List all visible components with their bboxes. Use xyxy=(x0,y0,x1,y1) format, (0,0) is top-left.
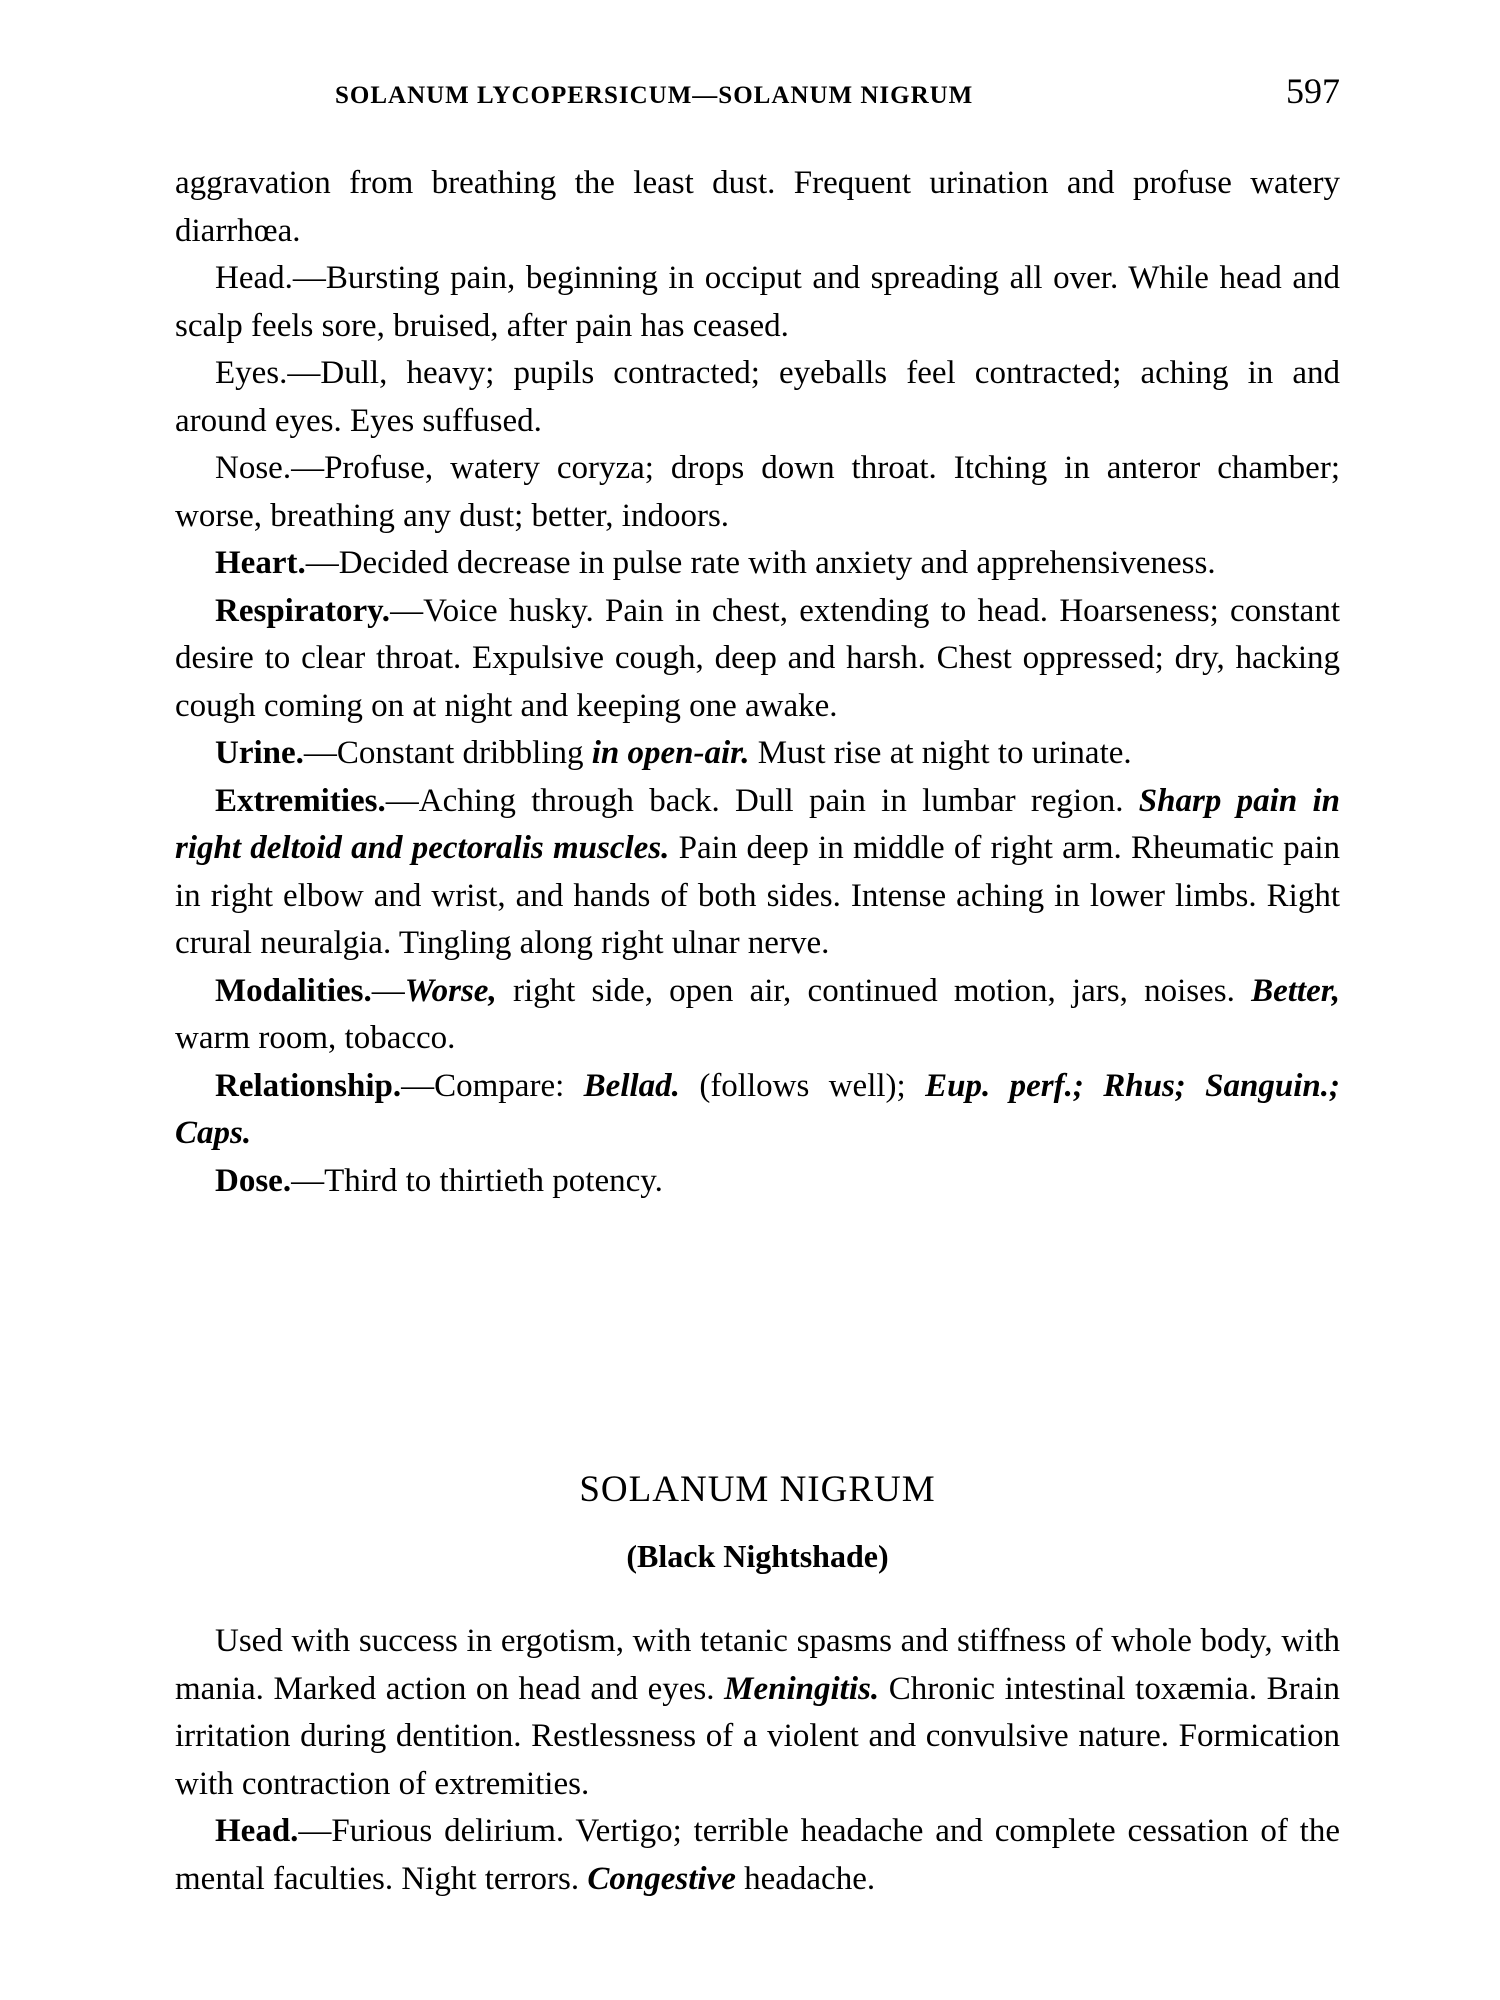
head-text: —Bursting pain, beginning in occiput and spreading all over. While head and scalp feels sore, bruised, after pain has ceased. xyxy=(175,260,1340,344)
solanum-nigrum-text xyxy=(175,1618,1340,1903)
nigrum-head-text-a: —Furious delirium. Vertigo; terrible headache and complete cessation of the mental faculties. Night terrors. xyxy=(175,1813,1340,1897)
respiratory-paragraph xyxy=(175,588,1340,731)
extremities-italic: Sharp pain in right deltoid and pectoralis muscles. xyxy=(175,782,1341,866)
modalities-worse-text: right side, open air, continued motion, jars, noises. xyxy=(496,972,1252,1009)
nigrum-intro-text-a: Used with success in ergotism, with tetanic spasms and stiffness of whole body, with mania. Marked action on head and eyes. xyxy=(175,1623,1340,1707)
section-subtitle: (Black Nightshade) xyxy=(626,1538,889,1574)
heart-label: Heart. xyxy=(215,545,306,581)
relationship-paragraph xyxy=(175,1063,1340,1158)
running-title: SOLANUM LYCOPERSICUM—SOLANUM NIGRUM xyxy=(335,82,974,109)
modalities-label: Modalities. xyxy=(215,972,372,1009)
relationship-text-a: —Compare: xyxy=(401,1067,584,1104)
head-paragraph xyxy=(175,255,1340,350)
dose-label: Dose. xyxy=(215,1162,292,1199)
modalities-better-text: warm room, tobacco. xyxy=(175,1020,456,1056)
modalities-worse-label: Worse, xyxy=(404,972,497,1009)
relationship-bellad: Bellad. xyxy=(583,1067,680,1104)
modalities-dash: — xyxy=(371,972,405,1009)
relationship-eup: Eup. perf.; Rhus; Sanguin.; Caps. xyxy=(175,1067,1340,1151)
extremities-paragraph xyxy=(175,778,1340,968)
extremities-label: Extremities. xyxy=(215,782,386,819)
relationship-text-b: (follows well); xyxy=(679,1067,926,1104)
urine-label: Urine. xyxy=(215,735,304,771)
nigrum-intro-paragraph xyxy=(175,1618,1340,1808)
urine-text-a: —Constant dribbling xyxy=(303,735,592,771)
extremities-text-a: —Aching through back. Dull pain in lumbar region. xyxy=(385,782,1139,819)
nigrum-head-italic: Congestive xyxy=(587,1860,736,1897)
nigrum-head-paragraph xyxy=(175,1808,1340,1903)
eyes-label: Eyes. xyxy=(215,355,288,391)
heart-text: —Decided decrease in pulse rate with anxiety and apprehensiveness. xyxy=(305,545,1216,581)
head-label: Head. xyxy=(215,260,293,296)
heart-paragraph xyxy=(175,540,1340,588)
page-number: 597 xyxy=(1286,71,1340,111)
nose-label: Nose. xyxy=(215,450,292,486)
modalities-better-label: Better, xyxy=(1251,972,1340,1009)
respiratory-text: —Voice husky. Pain in chest, extending to head. Hoarseness; constant desire to clear throat. Expulsive cough, deep and harsh. Chest oppressed; dry, hacking cough coming on at night and keeping one awake. xyxy=(175,592,1340,724)
solanum-lycopersicum-text xyxy=(175,160,1340,1205)
nigrum-head-label: Head. xyxy=(215,1813,299,1849)
eyes-text: —Dull, heavy; pupils contracted; eyeballs feel contracted; aching in and around eyes. Eyes suffused. xyxy=(175,355,1340,439)
nose-text: —Profuse, watery coryza; drops down throat. Itching in anteror chamber; worse, breathing any dust; better, indoors. xyxy=(175,450,1340,534)
urine-text-b: Must rise at night to urinate. xyxy=(749,735,1132,771)
dose-text: —Third to thirtieth potency. xyxy=(291,1162,663,1199)
intro-paragraph: aggravation from breathing the least dust. Frequent urination and profuse watery diarrhœa. xyxy=(175,165,1340,249)
running-head xyxy=(175,70,1340,120)
urine-italic: in open-air. xyxy=(591,735,750,771)
urine-paragraph xyxy=(175,730,1340,778)
extremities-text-b: Pain deep in middle of right arm. Rheumatic pain in right elbow and wrist, and hands of both sides. Intense aching in lower limbs. Right crural neuralgia. Tingling along right ulnar nerve. xyxy=(175,830,1340,961)
eyes-paragraph xyxy=(175,350,1340,445)
nigrum-head-text-b: headache. xyxy=(735,1860,876,1897)
respiratory-label: Respiratory. xyxy=(215,592,391,629)
section-title: SOLANUM NIGRUM xyxy=(579,1469,936,1510)
nigrum-intro-italic: Meningitis. xyxy=(724,1670,880,1707)
dose-paragraph xyxy=(175,1158,1340,1206)
modalities-paragraph xyxy=(175,968,1340,1063)
relationship-label: Relationship. xyxy=(215,1067,402,1104)
nigrum-intro-text-b: Chronic intestinal toxæmia. Brain irritation during dentition. Restlessness of a violent and convulsive nature. Formication with contraction of extremities. xyxy=(175,1670,1340,1802)
nose-paragraph xyxy=(175,445,1340,540)
